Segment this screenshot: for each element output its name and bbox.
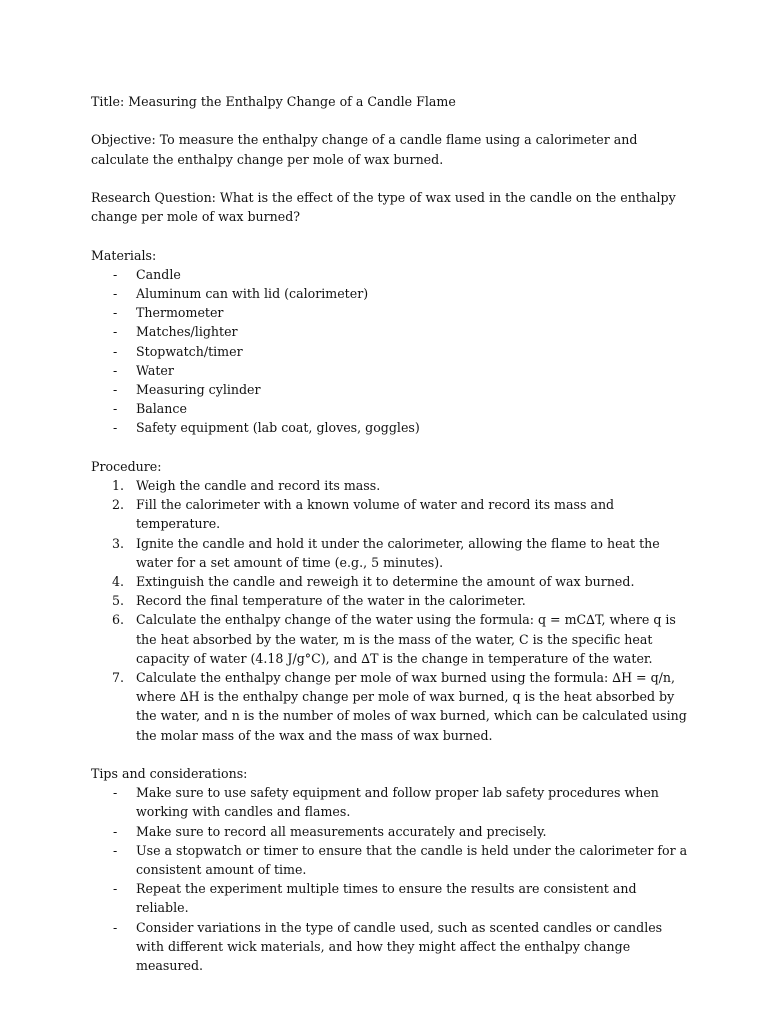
materials-item: - Measuring cylinder [91,380,691,399]
procedure-list [91,476,691,745]
materials-heading: Materials: [91,247,157,263]
procedure-step [91,495,691,533]
objective-paragraph: Objective: To measure the enthalpy change of a candle flame using a calorimeter and calculate the enthalpy change per mole of wax burned. [91,132,638,167]
step-text: Ignite the candle and hold it under the calorimeter, allowing the flame to heat the water for a set amount of time (e.g., 5 minutes). [136,535,660,570]
tips-item: - Make sure to record all measurements accurately and precisely. [91,822,691,841]
step-text: Calculate the enthalpy change of the water using the formula: q = mC∆T, where q is the heat absorbed by the water, m is the mass of the water, C is the specific heat capacity of water (4.18 J/g°C), and ∆T is the change in temperature of the water. [136,612,676,666]
document-body [91,92,691,975]
step-number: 5. [112,593,125,609]
tips-item: - Make sure to use safety equipment and follow proper lab safety procedures when working with candles and flames. [91,783,691,821]
tips-heading: Tips and considerations: [91,766,248,782]
materials-item: - Thermometer [91,303,691,322]
step-number: 7. [112,670,125,686]
step-number: 2. [112,497,125,513]
materials-item: - Matches/lighter [91,322,691,341]
step-text: Calculate the enthalpy change per mole of wax burned using the formula: ∆H = q/n, where ∆H is the enthalpy change per mole of wax burned, q is the heat absorbed by the water, and n is the number of moles of wax burned, which can be calculated using the molar mass of the wax and the mass of wax burned. [136,670,687,743]
step-text: Fill the calorimeter with a known volume of water and record its mass and temperature. [136,497,615,532]
step-text: Extinguish the candle and reweigh it to determine the amount of wax burned. [136,574,635,590]
materials-item: - Balance [91,399,691,418]
step-number: 6. [112,612,125,628]
step-number: 1. [112,478,125,493]
procedure-step [91,668,691,745]
spacer [91,111,691,130]
materials-item: - Water [91,361,691,380]
step-text: Record the final temperature of the water in the calorimeter. [136,593,526,609]
procedure-step [91,610,691,668]
procedure-step [91,476,691,495]
tips-item: - Repeat the experiment multiple times to ensure the results are consistent and reliable. [91,879,691,917]
spacer [91,226,691,245]
procedure-step [91,534,691,572]
document-title: Title: Measuring the Enthalpy Change of a Candle Flame [91,94,456,109]
step-text: Weigh the candle and record its mass. [136,478,381,493]
tips-list [91,783,691,975]
procedure-step [91,572,691,591]
spacer [91,438,691,457]
materials-item: - Stopwatch/timer [91,342,691,361]
spacer [91,745,691,764]
step-number: 3. [112,535,125,551]
materials-list [91,265,691,438]
tips-item: - Use a stopwatch or timer to ensure that the candle is held under the calorimeter for a consistent amount of time. [91,841,691,879]
spacer [91,169,691,188]
step-number: 4. [112,574,125,590]
materials-item: - Safety equipment (lab coat, gloves, goggles) [91,418,691,437]
materials-item: - Aluminum can with lid (calorimeter) [91,284,691,303]
procedure-heading: Procedure: [91,458,162,474]
procedure-step [91,591,691,610]
tips-item: - Consider variations in the type of candle used, such as scented candles or candles with different wick materials, and how they might affect the enthalpy change measured. [91,918,691,976]
research-question-paragraph: Research Question: What is the effect of the type of wax used in the candle on the enthalpy change per mole of wax burned? [91,189,676,225]
materials-item: - Candle [91,265,691,284]
